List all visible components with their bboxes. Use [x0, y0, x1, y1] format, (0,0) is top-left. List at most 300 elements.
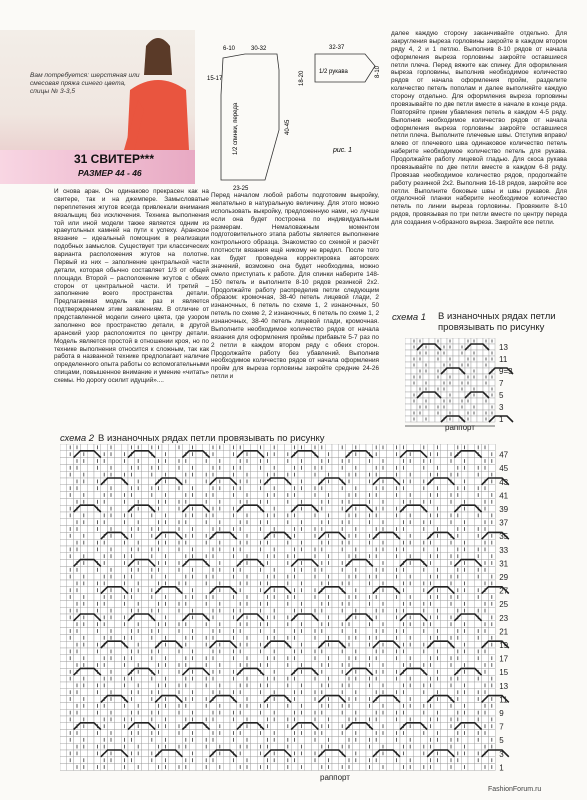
chart-cell	[429, 392, 435, 398]
chart-cell	[448, 668, 455, 675]
chart-cell	[420, 716, 427, 723]
chart-cell	[417, 398, 423, 404]
chart-cell	[477, 416, 483, 422]
chart-cell	[305, 478, 312, 485]
chart-cell	[74, 512, 81, 519]
chart-cell	[196, 723, 203, 730]
chart-cell	[359, 621, 366, 628]
chart-cell	[461, 492, 468, 499]
chart-cell	[468, 634, 475, 641]
chart-cell	[429, 368, 435, 374]
chart-cell	[278, 478, 285, 485]
chart-cell	[114, 600, 121, 607]
chart-cell	[482, 553, 489, 560]
chart-cell	[60, 648, 67, 655]
chart-cell	[411, 404, 417, 410]
chart-cell	[441, 587, 448, 594]
chart-cell	[271, 600, 278, 607]
chart-cell	[298, 655, 305, 662]
chart-cell	[196, 485, 203, 492]
chart-cell	[223, 648, 230, 655]
chart-cell	[305, 458, 312, 465]
chart-cell	[271, 764, 278, 771]
chart-cell	[264, 628, 271, 635]
chart-cell	[176, 716, 183, 723]
chart-cell	[414, 648, 421, 655]
chart-cell	[182, 566, 189, 573]
chart-cell	[121, 648, 128, 655]
chart-cell	[453, 392, 459, 398]
chart-cell	[67, 539, 74, 546]
chart-cell	[453, 344, 459, 350]
chart-cell	[414, 716, 421, 723]
chart-cell	[454, 682, 461, 689]
chart-cell	[332, 539, 339, 546]
chart-cell	[203, 648, 210, 655]
chart-cell	[250, 566, 257, 573]
chart-cell	[87, 689, 94, 696]
chart-cell	[475, 621, 482, 628]
chart-cell	[352, 723, 359, 730]
chart-cell	[210, 743, 217, 750]
chart-cell	[264, 668, 271, 675]
chart-cell	[454, 641, 461, 648]
chart-cell	[223, 573, 230, 580]
chart-cell	[196, 498, 203, 505]
chart-cell	[210, 662, 217, 669]
chart-cell	[291, 702, 298, 709]
chart-cell	[60, 757, 67, 764]
chart-cell	[441, 648, 448, 655]
chart-cell	[250, 498, 257, 505]
chart-cell	[441, 573, 448, 580]
chart-cell	[142, 764, 149, 771]
chart-cell	[182, 607, 189, 614]
chart-cell	[441, 750, 448, 757]
chart-cell	[223, 736, 230, 743]
chart-cell	[420, 553, 427, 560]
chart-cell	[405, 368, 411, 374]
chart-cell	[305, 594, 312, 601]
chart-cell	[380, 736, 387, 743]
chart-cell	[135, 736, 142, 743]
chart-cell	[312, 478, 319, 485]
chart-cell	[414, 512, 421, 519]
chart-cell	[441, 709, 448, 716]
chart-cell	[312, 458, 319, 465]
chart-cell	[352, 580, 359, 587]
chart-cell	[142, 682, 149, 689]
chart-cell	[278, 600, 285, 607]
chart-cell	[393, 743, 400, 750]
chart-cell	[142, 641, 149, 648]
chart-cell	[339, 736, 346, 743]
chart-cell	[366, 689, 373, 696]
chart-cell	[284, 628, 291, 635]
chart-cell	[454, 519, 461, 526]
chart-cell	[108, 600, 115, 607]
chart-cell	[121, 505, 128, 512]
chart-cell	[359, 539, 366, 546]
chart-cell	[468, 655, 475, 662]
chart-cell	[318, 655, 325, 662]
chart-cell	[196, 464, 203, 471]
chart-cell	[223, 709, 230, 716]
chart-cell	[189, 498, 196, 505]
chart-cell	[67, 743, 74, 750]
chart-cell	[417, 416, 423, 422]
chart-cell	[461, 757, 468, 764]
chart-cell	[441, 607, 448, 614]
chart-cell	[74, 634, 81, 641]
chart-cell	[332, 519, 339, 526]
chart-cell	[128, 519, 135, 526]
chart-cell	[162, 607, 169, 614]
schema1-repeat: раппорт	[445, 423, 475, 432]
chart-cell	[121, 444, 128, 451]
chart-cell	[142, 628, 149, 635]
chart-cell	[441, 392, 447, 398]
chart-cell	[60, 464, 67, 471]
chart-cell	[257, 655, 264, 662]
chart-cell	[182, 689, 189, 696]
chart-cell	[278, 675, 285, 682]
chart-cell	[359, 478, 366, 485]
chart-cell	[448, 648, 455, 655]
chart-cell	[162, 505, 169, 512]
chart-cell	[405, 386, 411, 392]
chart-cell	[148, 600, 155, 607]
chart-cell	[114, 492, 121, 499]
chart-cell	[441, 614, 448, 621]
chart-cell	[359, 750, 366, 757]
chart-cell	[278, 634, 285, 641]
chart-cell	[468, 478, 475, 485]
chart-cell	[101, 485, 108, 492]
chart-cell	[305, 600, 312, 607]
chart-cell	[121, 709, 128, 716]
chart-cell	[359, 662, 366, 669]
chart-cell	[441, 539, 448, 546]
chart-cell	[477, 398, 483, 404]
chart-cell	[373, 662, 380, 669]
chart-cell	[60, 519, 67, 526]
chart-cell	[142, 750, 149, 757]
chart-cell	[87, 730, 94, 737]
chart-cell	[114, 716, 121, 723]
chart-cell	[346, 566, 353, 573]
chart-cell	[400, 512, 407, 519]
chart-cell	[305, 532, 312, 539]
chart-cell	[459, 356, 465, 362]
chart-cell	[162, 526, 169, 533]
chart-cell	[271, 580, 278, 587]
chart-cell	[298, 594, 305, 601]
chart-cell	[169, 458, 176, 465]
chart-cell	[488, 628, 495, 635]
chart-cell	[359, 600, 366, 607]
chart-cell	[257, 471, 264, 478]
chart-cell	[441, 723, 448, 730]
chart-cell	[475, 478, 482, 485]
chart-cell	[373, 498, 380, 505]
chart-cell	[435, 380, 441, 386]
chart-cell	[420, 471, 427, 478]
chart-cell	[67, 641, 74, 648]
chart-cell	[305, 573, 312, 580]
chart-cell	[60, 682, 67, 689]
chart-cell	[359, 628, 366, 635]
chart-cell	[488, 668, 495, 675]
chart-cell	[339, 573, 346, 580]
chart-cell	[312, 621, 319, 628]
chart-cell	[482, 492, 489, 499]
chart-cell	[298, 471, 305, 478]
chart-cell	[366, 526, 373, 533]
chart-cell	[468, 621, 475, 628]
chart-cell	[87, 757, 94, 764]
chart-cell	[60, 730, 67, 737]
chart-cell	[447, 350, 453, 356]
chart-cell	[196, 682, 203, 689]
chart-cell	[87, 532, 94, 539]
chart-cell	[216, 614, 223, 621]
chart-cell	[87, 750, 94, 757]
chart-cell	[434, 743, 441, 750]
chart-cell	[169, 648, 176, 655]
chart-cell	[196, 600, 203, 607]
chart-cell	[114, 451, 121, 458]
chart-cell	[346, 648, 353, 655]
chart-cell	[142, 451, 149, 458]
chart-cell	[332, 553, 339, 560]
chart-cell	[60, 546, 67, 553]
chart-cell	[114, 539, 121, 546]
chart-cell	[250, 689, 257, 696]
chart-cell	[142, 485, 149, 492]
chart-cell	[230, 764, 237, 771]
chart-cell	[454, 662, 461, 669]
chart-cell	[210, 560, 217, 567]
chart-cell	[230, 560, 237, 567]
chart-cell	[60, 614, 67, 621]
chart-cell	[114, 757, 121, 764]
chart-cell	[407, 628, 414, 635]
chart-cell	[182, 730, 189, 737]
chart-cell	[305, 696, 312, 703]
chart-cell	[366, 730, 373, 737]
chart-cell	[386, 662, 393, 669]
chart-cell	[414, 764, 421, 771]
chart-cell	[250, 621, 257, 628]
chart-cell	[284, 464, 291, 471]
chart-cell	[264, 526, 271, 533]
chart-cell	[366, 464, 373, 471]
chart-cell	[305, 702, 312, 709]
chart-cell	[114, 560, 121, 567]
chart-cell	[114, 655, 121, 662]
chart-cell	[305, 641, 312, 648]
chart-cell	[448, 505, 455, 512]
chart-cell	[414, 587, 421, 594]
chart-cell	[87, 478, 94, 485]
chart-cell	[230, 539, 237, 546]
chart-cell	[414, 580, 421, 587]
dim-1: 6-10	[223, 46, 236, 52]
chart-cell	[305, 580, 312, 587]
chart-cell	[162, 709, 169, 716]
chart-cell	[414, 614, 421, 621]
chart-cell	[114, 648, 121, 655]
chart-cell	[454, 600, 461, 607]
chart-cell	[237, 512, 244, 519]
chart-cell	[223, 628, 230, 635]
chart-cell	[121, 730, 128, 737]
chart-cell	[454, 743, 461, 750]
chart-cell	[441, 757, 448, 764]
chart-cell	[461, 512, 468, 519]
chart-cell	[393, 539, 400, 546]
chart-cell	[60, 532, 67, 539]
chart-cell	[352, 478, 359, 485]
chart-cell	[223, 526, 230, 533]
chart-cell	[67, 580, 74, 587]
chart-cell	[74, 492, 81, 499]
chart-cell	[223, 764, 230, 771]
chart-cell	[332, 505, 339, 512]
chart-cell	[169, 641, 176, 648]
chart-cell	[196, 662, 203, 669]
chart-cell	[203, 546, 210, 553]
chart-cell	[94, 594, 101, 601]
chart-cell	[482, 614, 489, 621]
chart-cell	[429, 416, 435, 422]
chart-cell	[359, 458, 366, 465]
chart-cell	[148, 682, 155, 689]
chart-cell	[264, 730, 271, 737]
chart-cell	[488, 505, 495, 512]
chart-cell	[414, 743, 421, 750]
chart-cell	[114, 566, 121, 573]
chart-cell	[386, 444, 393, 451]
chart-cell	[182, 587, 189, 594]
chart-cell	[162, 587, 169, 594]
chart-cell	[332, 532, 339, 539]
chart-cell	[359, 607, 366, 614]
chart-cell	[223, 662, 230, 669]
chart-cell	[169, 444, 176, 451]
chart-cell	[142, 716, 149, 723]
chart-cell	[405, 380, 411, 386]
chart-cell	[87, 451, 94, 458]
chart-cell	[332, 736, 339, 743]
schema2-note: В изнаночных рядах петли провязывать по рисунку	[98, 433, 325, 444]
chart-cell	[414, 464, 421, 471]
chart-cell	[441, 478, 448, 485]
chart-cell	[128, 641, 135, 648]
chart-cell	[223, 689, 230, 696]
chart-cell	[359, 471, 366, 478]
chart-cell	[189, 682, 196, 689]
chart-cell	[284, 709, 291, 716]
chart-cell	[386, 757, 393, 764]
chart-cell	[257, 696, 264, 703]
chart-cell	[429, 344, 435, 350]
chart-cell	[468, 451, 475, 458]
chart-cell	[223, 553, 230, 560]
chart-cell	[332, 730, 339, 737]
chart-cell	[305, 614, 312, 621]
chart-cell	[60, 655, 67, 662]
chart-cell	[359, 505, 366, 512]
chart-cell	[305, 716, 312, 723]
chart-cell	[420, 512, 427, 519]
model-photo	[0, 30, 195, 170]
chart-cell	[264, 648, 271, 655]
chart-cell	[250, 641, 257, 648]
chart-cell	[148, 458, 155, 465]
chart-cell	[60, 634, 67, 641]
chart-cell	[114, 464, 121, 471]
schema1-label: схема 1	[392, 312, 427, 323]
chart-cell	[407, 505, 414, 512]
chart-cell	[305, 492, 312, 499]
chart-cell	[298, 512, 305, 519]
chart-cell	[250, 628, 257, 635]
chart-cell	[352, 458, 359, 465]
chart-cell	[441, 662, 448, 669]
chart-cell	[278, 641, 285, 648]
chart-cell	[142, 607, 149, 614]
chart-cell	[169, 716, 176, 723]
chart-cell	[278, 736, 285, 743]
chart-cell	[291, 519, 298, 526]
chart-cell	[325, 526, 332, 533]
chart-cell	[101, 464, 108, 471]
chart-cell	[420, 675, 427, 682]
chart-cell	[142, 464, 149, 471]
chart-cell	[453, 356, 459, 362]
chart-cell	[60, 505, 67, 512]
chart-cell	[488, 648, 495, 655]
chart-cell	[203, 628, 210, 635]
row-number-label: 11	[499, 355, 508, 364]
chart-cell	[471, 344, 477, 350]
chart-cell	[169, 662, 176, 669]
chart-cell	[135, 716, 142, 723]
chart-cell	[332, 478, 339, 485]
chart-cell	[291, 478, 298, 485]
chart-cell	[332, 675, 339, 682]
chart-cell	[305, 471, 312, 478]
chart-cell	[366, 709, 373, 716]
chart-cell	[373, 723, 380, 730]
chart-cell	[216, 573, 223, 580]
chart-cell	[142, 757, 149, 764]
chart-cell	[359, 736, 366, 743]
chart-cell	[114, 696, 121, 703]
chart-cell	[114, 662, 121, 669]
chart-cell	[332, 560, 339, 567]
chart-cell	[488, 464, 495, 471]
dim-3: 15-17	[207, 76, 223, 82]
chart-cell	[142, 702, 149, 709]
chart-cell	[447, 386, 453, 392]
chart-cell	[332, 492, 339, 499]
chart-cell	[108, 458, 115, 465]
chart-cell	[441, 498, 448, 505]
chart-cell	[352, 560, 359, 567]
